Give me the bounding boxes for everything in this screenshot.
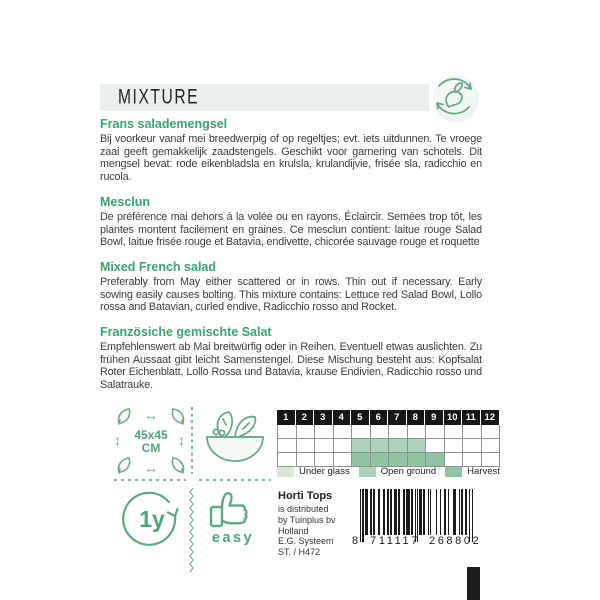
legend-item xyxy=(445,466,500,477)
calendar-legend xyxy=(277,466,509,477)
duration-badge: 1y xyxy=(139,506,165,532)
calendar-cell xyxy=(463,439,482,453)
calendar-cell xyxy=(352,425,371,439)
sowing-calendar xyxy=(277,410,500,467)
distributor-line: ST. / H472 xyxy=(278,547,321,558)
calendar-cell xyxy=(408,453,427,467)
calendar-cell xyxy=(463,425,482,439)
calendar-cell xyxy=(315,439,334,453)
zigzag-divider xyxy=(188,488,196,574)
calendar-cell xyxy=(278,439,297,453)
legend-item xyxy=(359,466,436,477)
calendar-cell xyxy=(352,453,371,467)
calendar-cell xyxy=(297,439,316,453)
calendar-month-2: 2 xyxy=(296,410,315,425)
calendar-cell xyxy=(371,453,390,467)
legend-item xyxy=(277,466,350,477)
calendar-cell xyxy=(389,439,408,453)
calendar-cell xyxy=(297,425,316,439)
horizontal-arrow-icon: ↔ xyxy=(144,460,158,476)
calendar-month-5: 5 xyxy=(351,410,370,425)
calendar-cell xyxy=(371,439,390,453)
dashed-divider xyxy=(191,407,193,474)
calendar-month-4: 4 xyxy=(333,410,352,425)
legend-label: Open ground xyxy=(380,466,437,477)
page-title: MIXTURE xyxy=(118,85,200,109)
dotted-divider xyxy=(199,479,271,481)
one-year-cycle-icon xyxy=(121,489,183,551)
vertical-arrow-icon: ↕ xyxy=(114,432,121,448)
legend-swatch xyxy=(277,467,294,477)
calendar-cell xyxy=(389,453,408,467)
section-body: Empfehlenswert ab Mai breitwürfig oder in Reihen. Eventuell etwas auslichten. Zu frühen Aussaat gibt leicht Samenstengel. Diese Mischung besteht aus: Kopfsalat Roter Eichenblatt, Lollo Rossa und Batavia, krause Endivien, Radicchio rosso und Salatrauke. xyxy=(100,341,482,392)
section-body: Bij voorkeur vanaf mei breedwerpig of op regeltjes; evt. iets uitdunnen. Te vroege zaai geeft gemakkelijk zaadstengels. Geschikt voor garnering van schotels. Dit mengsel bevat: rode eikenbladsla en krulsla, krulandijvie, frisée sla, radicchio en rucola. xyxy=(100,133,482,184)
calendar-month-7: 7 xyxy=(388,410,407,425)
calendar-cell xyxy=(315,453,334,467)
calendar-month-8: 8 xyxy=(407,410,426,425)
calendar-cell xyxy=(482,439,501,453)
calendar-cell xyxy=(463,453,482,467)
calendar-cell xyxy=(482,453,501,467)
calendar-cell xyxy=(445,453,464,467)
calendar-month-10: 10 xyxy=(444,410,463,425)
plant-spacing-icon xyxy=(114,405,188,476)
section-heading: Mesclun xyxy=(100,194,151,209)
calendar-cell xyxy=(334,425,353,439)
thumbs-up-icon xyxy=(204,487,262,535)
calendar-month-1: 1 xyxy=(277,410,296,425)
section-heading: Mixed French salad xyxy=(100,259,217,274)
print-registration-mark xyxy=(467,567,480,600)
calendar-month-6: 6 xyxy=(370,410,389,425)
spacing-distance: 45x45 xyxy=(134,428,168,442)
section-body: De préférence mai dehors à la volée ou en rayons. Éclaircir. Semées trop tôt, les plantes montent facilement en graines. Ce mesclun contient: laitue rouge Salad Bowl, laitue frisée rouge et Batavia, endivette, chicorée sauvage rouge et roquette xyxy=(100,210,482,249)
ean13-barcode xyxy=(352,489,482,547)
distributor-info xyxy=(278,490,358,558)
spacing-value xyxy=(114,429,188,455)
distributor-line: is distributed xyxy=(278,504,329,514)
difficulty-badge: easy xyxy=(211,530,255,546)
barcode-right-digits: 268802 xyxy=(428,535,482,547)
salad-bowl-icon xyxy=(199,405,271,476)
legend-label: Under glass xyxy=(299,466,350,477)
distributor-line: by Tuinplus bv xyxy=(278,514,336,525)
calendar-month-11: 11 xyxy=(462,410,481,425)
calendar-grid xyxy=(277,425,500,467)
dotted-divider xyxy=(114,479,186,481)
calendar-cell xyxy=(297,453,316,467)
barcode-left-digits: 711117 xyxy=(370,535,420,547)
section-body: Preferably from May either scattered or in rows. Thin out if necessary. Early sowing easily causes bolting. This mixture contains: Lettuce red Salad Bowl, Lollo rossa and Batavian, curled endive, Radicchio rosso and Rocket. xyxy=(100,275,482,314)
barcode-number xyxy=(352,535,482,547)
horizontal-arrow-icon: ↔ xyxy=(144,407,158,423)
calendar-cell xyxy=(426,439,445,453)
barcode-lead-digit: 8 xyxy=(352,535,359,547)
legend-swatch xyxy=(359,467,376,477)
calendar-month-12: 12 xyxy=(481,410,500,425)
distributor-line: E.G. Systeem xyxy=(278,536,334,547)
distributor-name: Horti Tops xyxy=(278,490,333,502)
section-english xyxy=(100,260,482,314)
calendar-cell xyxy=(389,425,408,439)
calendar-cell xyxy=(426,425,445,439)
calendar-cell xyxy=(334,453,353,467)
distributor-line: Holland xyxy=(278,525,309,536)
section-french xyxy=(100,195,482,249)
calendar-month-header xyxy=(277,410,500,425)
legend-label: Harvest xyxy=(467,466,500,477)
calendar-cell xyxy=(426,453,445,467)
title-banner xyxy=(100,84,429,111)
calendar-cell xyxy=(278,453,297,467)
calendar-month-9: 9 xyxy=(425,410,444,425)
calendar-cell xyxy=(408,439,427,453)
calendar-cell xyxy=(482,425,501,439)
legend-swatch xyxy=(445,467,462,477)
section-heading: Französiche gemischte Salat xyxy=(100,325,272,340)
calendar-cell xyxy=(334,439,353,453)
calendar-cell xyxy=(408,425,427,439)
vertical-arrow-icon: ↕ xyxy=(178,432,185,448)
calendar-cell xyxy=(352,439,371,453)
section-heading: Frans salademengsel xyxy=(100,117,228,131)
section-german xyxy=(100,325,482,392)
calendar-cell xyxy=(445,439,464,453)
calendar-cell xyxy=(278,425,297,439)
calendar-cell xyxy=(445,425,464,439)
spacing-unit: CM xyxy=(141,441,161,455)
calendar-cell xyxy=(371,425,390,439)
section-dutch xyxy=(100,117,482,184)
description-sections xyxy=(100,117,482,403)
calendar-month-3: 3 xyxy=(314,410,333,425)
calendar-cell xyxy=(315,425,334,439)
